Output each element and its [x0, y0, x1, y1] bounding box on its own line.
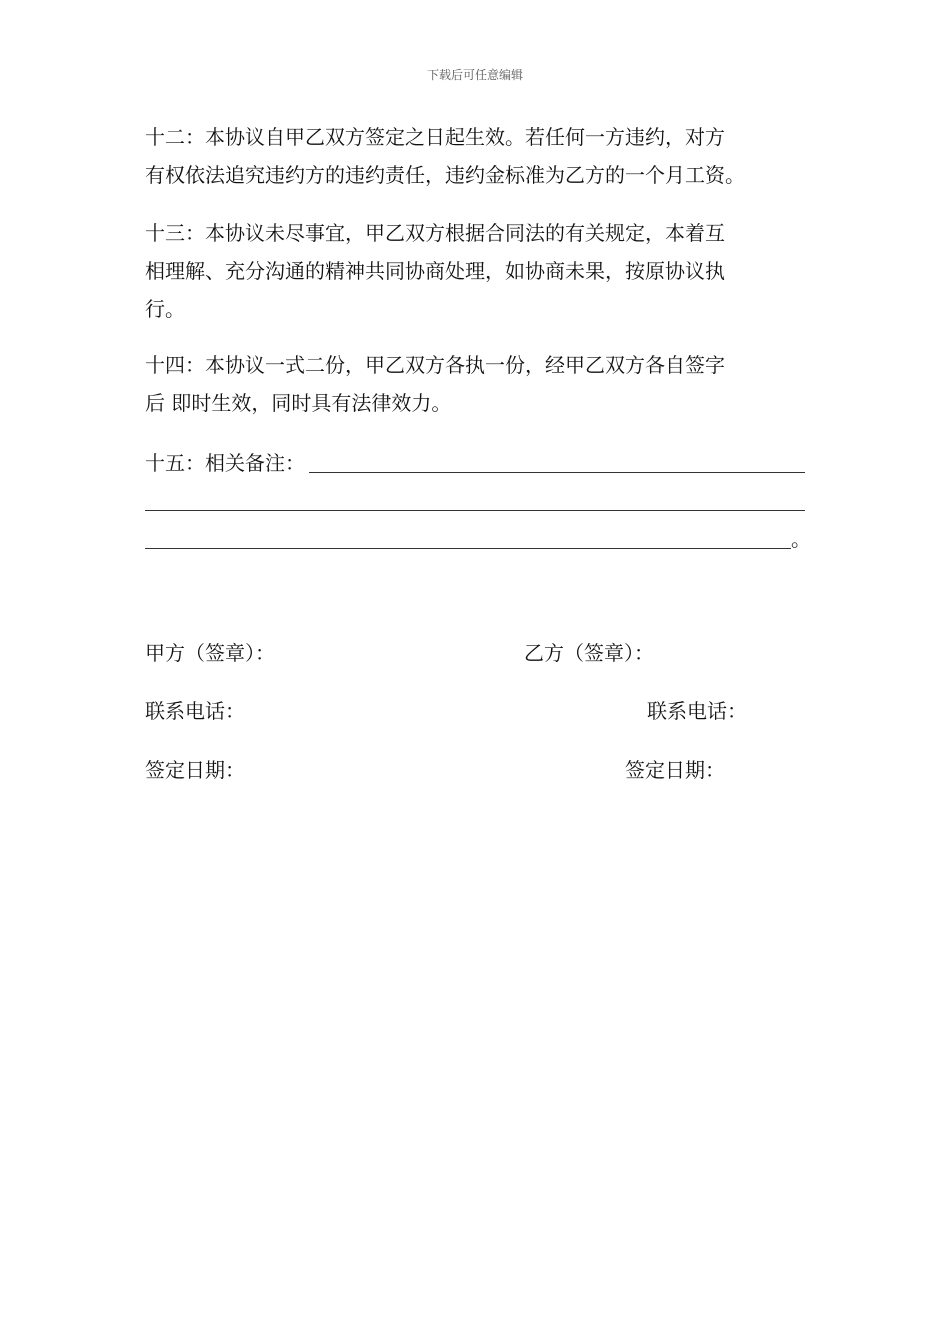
remarks-row-first [145, 444, 805, 482]
clause-line: 后 即时生效，同时具有法律效力。 [145, 391, 452, 415]
remarks-row-second [145, 482, 805, 520]
clause-twelve [145, 118, 745, 194]
remarks-section [145, 444, 811, 558]
party-a-date-label: 签定日期： [145, 758, 245, 782]
remarks-label: 十五：相关备注： [145, 451, 305, 475]
clause-line: 有权依法追究违约方的违约责任，违约金标准为乙方的一个月工资。 [145, 163, 745, 187]
remarks-end-mark: 。 [791, 527, 811, 551]
clause-line: 十二：本协议自甲乙双方签定之日起生效。若任何一方违约，对方 [145, 125, 725, 149]
remarks-blank-line[interactable] [145, 510, 805, 511]
remarks-row-third [145, 520, 811, 558]
party-b-phone-label: 联系电话： [647, 699, 747, 723]
clause-line: 行。 [145, 297, 185, 321]
party-a-seal-label: 甲方（签章）： [145, 641, 275, 665]
header-note: 下载后可任意编辑 [426, 68, 523, 82]
remarks-blank-line[interactable] [309, 472, 805, 473]
clause-fourteen [145, 346, 725, 422]
remarks-blank-line[interactable] [145, 548, 791, 549]
clause-line: 十三：本协议未尽事宜，甲乙双方根据合同法的有关规定，本着互 [145, 221, 725, 245]
party-b-date-label: 签定日期： [625, 758, 725, 782]
clause-thirteen [145, 214, 725, 328]
clause-line: 十四：本协议一式二份，甲乙双方各执一份，经甲乙双方各自签字 [145, 353, 725, 377]
clause-line: 相理解、充分沟通的精神共同协商处理，如协商未果，按原协议执 [145, 259, 725, 283]
party-a-phone-label: 联系电话： [145, 699, 245, 723]
party-b-seal-label: 乙方（签章）： [524, 641, 654, 665]
